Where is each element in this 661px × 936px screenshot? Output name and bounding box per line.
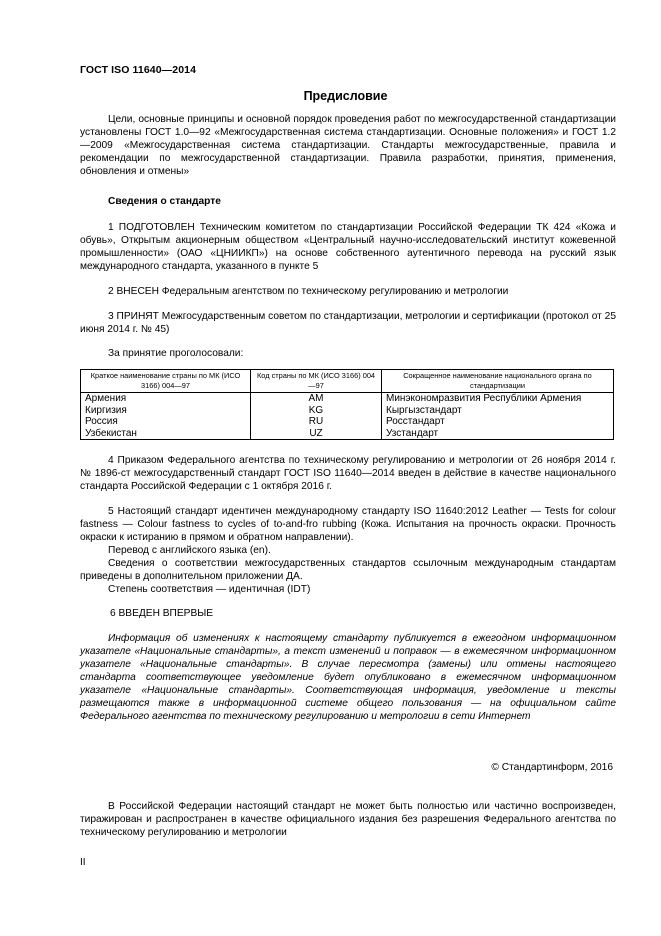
table-cell-country: Узбекистан bbox=[81, 428, 251, 440]
legal-notice-paragraph: В Российской Федерации настоящий стандарт не может быть полностью или частично воспроизведен, тиражирован и распространен в качестве официального издания без разрешения Федерального агентства по техническому регулированию и метрологии bbox=[80, 801, 616, 838]
page-title: Предисловие bbox=[303, 89, 388, 103]
standard-code-header: ГОСТ ISO 11640—2014 bbox=[80, 64, 197, 76]
changes-info-paragraph: Информация об изменениях к настоящему стандарту публикуется в ежегодном информационном указателе «Национальные стандарты», а текст изменений и поправок — в ежемесячном информационном указателе «Национальные стандарты». В случае пересмотра (замены) или отмены настоящего стандарта соответствующее уведомление будет опубликовано в ежемесячном информационном указателе «Национальные стандарты». Соответствующая информация, уведомление и тексты размещаются также в информационной системе общего пользования — на официальном сайте Федерального агентства по техническому регулированию и метрологии в сети Интернет bbox=[80, 633, 616, 722]
degree-note: Степень соответствия — идентичная (IDT) bbox=[108, 584, 311, 595]
item-6-paragraph: 6 ВВЕДЕН ВПЕРВЫЕ bbox=[110, 608, 214, 619]
translation-note: Перевод с английского языка (en). bbox=[108, 545, 271, 556]
copyright-notice: © Стандартинформ, 2016 bbox=[491, 762, 613, 773]
table-header-country: Краткое наименование страны по МК (ИСО 3166) 004—97 bbox=[81, 370, 251, 393]
table-header-row bbox=[81, 370, 614, 393]
item-3-paragraph: 3 ПРИНЯТ Межгосударственным советом по стандартизации, метрологии и сертификации (протокол от 25 июня 2014 г. № 45) bbox=[80, 311, 616, 335]
table-cell-body: Кыргызстандарт bbox=[382, 405, 614, 417]
table-cell-code: UZ bbox=[251, 428, 382, 440]
voting-table bbox=[80, 369, 614, 440]
page-number: II bbox=[80, 857, 86, 868]
item-2-paragraph: 2 ВНЕСЕН Федеральным агентством по техническому регулированию и метрологии bbox=[108, 286, 509, 297]
references-note: Сведения о соответствии межгосударственных стандартов ссылочным международным стандартам приведены в дополнительном приложении ДА. bbox=[80, 558, 616, 582]
table-cell-country: Армения bbox=[81, 393, 251, 405]
intro-paragraph: Цели, основные принципы и основной порядок проведения работ по межгосударственной стандартизации установлены ГОСТ 1.0—92 «Межгосударственная система стандартизации. Основные положения» и ГОСТ 1.2—2009 «Межгосударственная система стандартизации. Стандарты межгосударственные, правила и рекомендации по межгосударственной стандартизации. Правила разработки, принятия, применения, обновления и отмены» bbox=[80, 114, 616, 177]
table-cell-body: Росстандарт bbox=[382, 416, 614, 428]
item-4-paragraph: 4 Приказом Федерального агентства по техническому регулированию и метрологии от 26 ноября 2014 г. № 1896-ст межгосударственный стандарт ГОСТ ISO 11640—2014 введен в действие в качестве национального стандарта Российской Федерации с 1 октября 2016 г. bbox=[80, 455, 616, 492]
table-cell-country: Киргизия bbox=[81, 405, 251, 417]
table-row bbox=[81, 393, 614, 405]
table-cell-body: Минэкономразвития Республики Армения bbox=[382, 393, 614, 405]
table-header-code: Код страны по МК (ИСО 3166) 004—97 bbox=[251, 370, 382, 393]
table-cell-code: RU bbox=[251, 416, 382, 428]
table-header-body: Сокращенное наименование национального органа по стандартизации bbox=[382, 370, 614, 393]
table-row bbox=[81, 428, 614, 440]
item-5-paragraph: 5 Настоящий стандарт идентичен международному стандарту ISO 11640:2012 Leather — Tests for colour fastness — Colour fastness to cycles of to-and-fro rubbing (Кожа. Испытания на прочность окраски. Прочность окраски к истиранию в прямом и обратном направлении). bbox=[80, 506, 616, 543]
voted-label: За принятие проголосовали: bbox=[108, 348, 244, 359]
table-cell-country: Россия bbox=[81, 416, 251, 428]
item-1-paragraph: 1 ПОДГОТОВЛЕН Техническим комитетом по стандартизации Российской Федерации ТК 424 «Кожа и обувь», Открытым акционерным обществом «Центральный научно-исследовательский институт кожевенной промышленности» (ОАО «ЦНИИКП») на основе собственного аутентичного перевода на русский язык международного стандарта, указанного в пункте 5 bbox=[80, 222, 616, 272]
table-row bbox=[81, 405, 614, 417]
table-row bbox=[81, 416, 614, 428]
table-cell-body: Узстандарт bbox=[382, 428, 614, 440]
table-cell-code: KG bbox=[251, 405, 382, 417]
info-heading: Сведения о стандарте bbox=[108, 196, 221, 207]
table-cell-code: AM bbox=[251, 393, 382, 405]
